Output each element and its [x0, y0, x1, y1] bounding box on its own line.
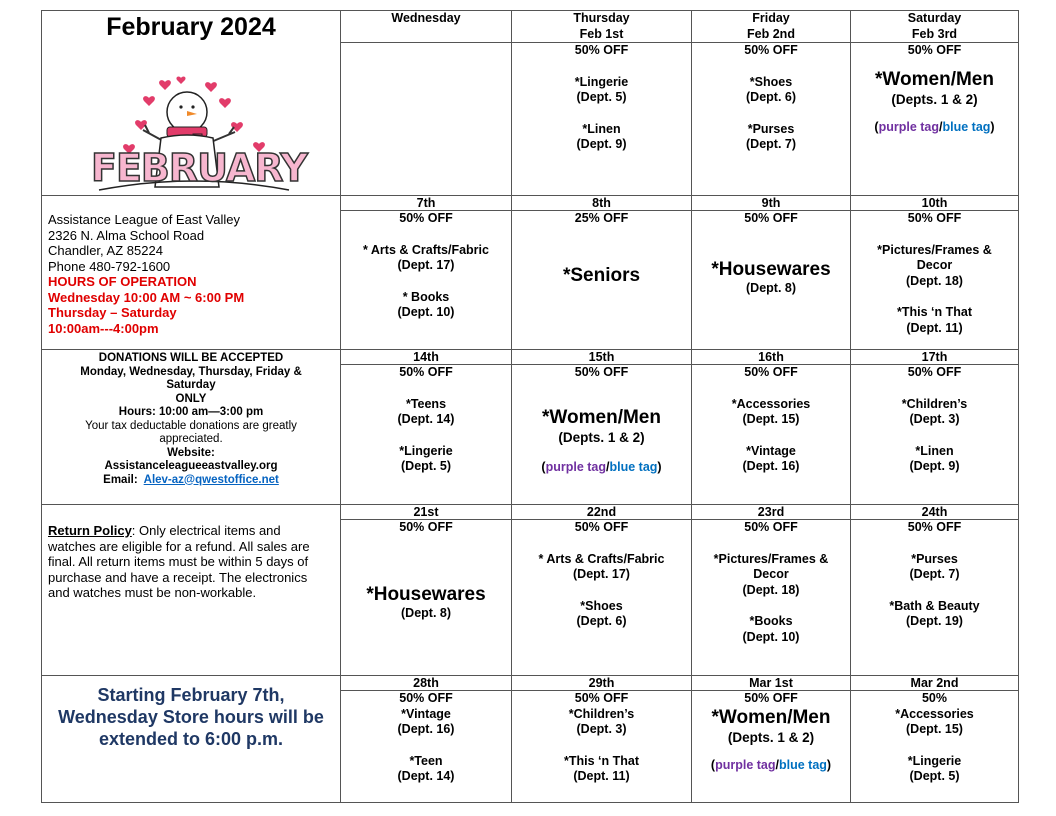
day-feb1: [512, 43, 692, 196]
donations-heading: DONATIONS WILL BE ACCEPTED: [98, 352, 284, 364]
donation-days: Monday, Wednesday, Thursday, Friday &: [80, 365, 302, 378]
category: *Teens: [405, 396, 447, 411]
day-feb2: [692, 43, 851, 196]
header-label: Saturday: [907, 11, 962, 25]
blue-tag: blue tag: [778, 757, 827, 772]
dept: (Dept. 10): [397, 305, 455, 319]
day-feb3: [851, 43, 1019, 196]
date-label: 29th: [512, 676, 692, 691]
purple-tag: purple tag: [545, 459, 606, 474]
dept: (Dept. 9): [576, 137, 627, 151]
header-label: Friday: [752, 11, 790, 25]
discount: 50% OFF: [574, 691, 629, 705]
day-feb28: [341, 691, 512, 803]
discount: 50%: [921, 691, 948, 705]
dept: (Dept. 10): [742, 629, 800, 644]
email-link[interactable]: Alev-az@qwestoffice.net: [143, 473, 279, 486]
purple-tag: purple tag: [715, 757, 776, 772]
discount: 50% OFF: [574, 43, 629, 57]
notice-text: Starting February 7th, Wednesday Store hours will be extended to 6:00 p.m.: [58, 685, 324, 749]
category: *Accessories: [895, 706, 974, 721]
category: Decor: [916, 258, 953, 272]
discount: 50% OFF: [744, 520, 798, 534]
category: *Lingerie: [574, 74, 629, 89]
dept: (Dept. 8): [746, 280, 796, 295]
dept: (Dept. 16): [397, 722, 455, 736]
discount: 50% OFF: [744, 365, 798, 379]
dept: (Dept. 3): [576, 722, 627, 736]
header-friday: [692, 11, 851, 43]
discount: 50% OFF: [907, 43, 962, 57]
dept: (Dept. 7): [909, 567, 960, 581]
category: *Linen: [582, 121, 621, 136]
hours-wed: Wednesday 10:00 AM ~ 6:00 PM: [48, 289, 245, 305]
dept: (Dept. 17): [397, 258, 455, 272]
february-artwork: [89, 72, 307, 202]
discount: 50% OFF: [399, 211, 453, 225]
website-link[interactable]: Assistanceleagueeastvalley.org: [104, 460, 278, 472]
blue-tag: blue tag: [942, 119, 991, 134]
dept: (Dept. 17): [573, 567, 630, 581]
header-wednesday: [341, 11, 512, 43]
date-label: 10th: [851, 196, 1019, 211]
discount: 50% OFF: [907, 211, 962, 225]
day-feb17: [851, 365, 1019, 505]
category: *This ‘n That: [897, 305, 972, 319]
dept: (Dept. 6): [576, 614, 627, 628]
discount: 50% OFF: [399, 691, 453, 705]
dept: (Dept. 11): [906, 320, 963, 335]
day-feb8: [512, 211, 692, 350]
day-feb7: [341, 211, 512, 350]
day-feb15: [512, 365, 692, 505]
category: * Arts & Crafts/Fabric: [363, 242, 489, 257]
discount: 50% OFF: [744, 691, 798, 705]
address: 2326 N. Alma School Road: [48, 227, 205, 243]
dept: (Dept. 7): [746, 137, 796, 151]
donation-hours: Hours: 10:00 am—3:00 pm: [118, 406, 264, 418]
org-name: Assistance League of East Valley: [48, 212, 240, 227]
purple-tag: purple tag: [878, 119, 939, 134]
return-policy-label: Return Policy: [48, 523, 132, 538]
category: *Lingerie: [907, 753, 962, 768]
date-label: 16th: [692, 350, 851, 365]
category: * Arts & Crafts/Fabric: [538, 551, 665, 566]
tag-colors: (purple tag/blue tag): [541, 459, 662, 474]
store-info: [42, 196, 341, 350]
discount: 50% OFF: [399, 365, 453, 379]
donation-days: Saturday: [166, 379, 216, 391]
blue-tag: blue tag: [609, 459, 658, 474]
dept: (Dept. 3): [909, 412, 960, 426]
category: *Linen: [915, 443, 954, 458]
day-feb16: [692, 365, 851, 505]
date-label: 17th: [851, 350, 1019, 365]
date-label: 7th: [341, 196, 512, 211]
category: *Vintage: [746, 443, 796, 458]
discount: 50% OFF: [574, 520, 629, 534]
discount: 50% OFF: [574, 365, 629, 379]
category: *Books: [749, 614, 793, 628]
dept: (Dept. 14): [397, 412, 455, 426]
category: *Women/Men: [711, 706, 831, 728]
day-feb23: [692, 520, 851, 676]
tag-colors: (purple tag/blue tag): [710, 757, 832, 772]
date-label: 23rd: [692, 505, 851, 520]
dept: (Depts. 1 & 2): [727, 729, 815, 745]
header-label: Wednesday: [391, 11, 461, 25]
dept: (Dept. 6): [746, 90, 796, 104]
date-label: 15th: [512, 350, 692, 365]
category: *Pictures/Frames &: [877, 242, 992, 257]
discount: 50% OFF: [744, 43, 798, 57]
category: *This ‘n That: [564, 753, 639, 768]
dept: (Dept. 15): [906, 722, 963, 736]
category: *Lingerie: [399, 443, 453, 458]
tag-colors: (purple tag/blue tag): [874, 119, 995, 134]
day-feb21: [341, 520, 512, 676]
category: *Accessories: [731, 396, 811, 411]
category: *Pictures/Frames &: [713, 551, 829, 566]
category: *Purses: [747, 121, 795, 136]
category: *Housewares: [366, 583, 486, 605]
dept: (Dept. 19): [906, 614, 963, 628]
discount: 25% OFF: [574, 211, 629, 225]
header-label: Thursday: [573, 11, 630, 25]
date-label: 28th: [341, 676, 512, 691]
dept: (Dept. 9): [909, 459, 960, 473]
dept: (Dept. 18): [906, 273, 963, 288]
discount: 50% OFF: [907, 520, 962, 534]
date-label: Mar 1st: [692, 676, 851, 691]
category: * Books: [402, 289, 450, 304]
dept: (Dept. 5): [909, 769, 960, 783]
donations-info: [42, 350, 341, 505]
return-policy: [42, 505, 341, 676]
category: *Shoes: [580, 598, 623, 613]
day-mar2: [851, 691, 1019, 803]
header-date: Feb 3rd: [911, 26, 958, 41]
category: *Women/Men: [542, 406, 661, 428]
discount: 50% OFF: [907, 365, 962, 379]
dept: (Dept. 11): [573, 769, 630, 783]
category: *Bath & Beauty: [889, 598, 980, 613]
dept: (Dept. 8): [401, 605, 451, 620]
wed-jan31-cell: [341, 43, 512, 196]
date-label: 22nd: [512, 505, 692, 520]
discount: 50% OFF: [399, 520, 453, 534]
dept: (Dept. 15): [742, 412, 800, 426]
dept: (Depts. 1 & 2): [891, 91, 978, 107]
website-label: Website:: [167, 446, 215, 459]
hours-thu-sat: Thursday – Saturday: [48, 305, 177, 320]
calendar: [41, 10, 1018, 803]
day-feb9: [692, 211, 851, 350]
category: *Seniors: [562, 264, 641, 286]
hours-time: 10:00am---4:00pm: [48, 320, 159, 336]
return-policy-text: : Only electrical items and watches are eligible for a refund. All sales are final. All return items must be within 5 days of purchase and have a receipt. The electronics and watches must be non-workable.: [48, 523, 310, 600]
category: Decor: [753, 567, 789, 581]
date-label: Mar 2nd: [851, 676, 1019, 691]
header-saturday: [851, 11, 1019, 43]
day-feb29: [512, 691, 692, 803]
month-title: February 2024: [106, 13, 276, 41]
category: *Housewares: [711, 258, 831, 280]
day-mar1: [692, 691, 851, 803]
dept: (Depts. 1 & 2): [558, 429, 645, 445]
category: *Children’s: [568, 706, 635, 721]
category: *Purses: [911, 551, 958, 566]
date-label: 21st: [341, 505, 512, 520]
day-feb22: [512, 520, 692, 676]
date-label: 14th: [341, 350, 512, 365]
tax-note: Your tax deductable donations are greatly: [85, 419, 297, 432]
day-feb10: [851, 211, 1019, 350]
dept: (Dept. 14): [397, 769, 455, 783]
february-word: FEBRUARY: [91, 146, 307, 190]
header-date: Feb 1st: [579, 26, 624, 41]
category: *Teen: [409, 753, 443, 768]
dept: (Dept. 5): [576, 90, 627, 104]
discount: 50% OFF: [744, 211, 798, 225]
date-label: 9th: [692, 196, 851, 211]
hours-heading: HOURS OF OPERATION: [48, 274, 197, 289]
day-feb14: [341, 365, 512, 505]
tax-note: appreciated.: [159, 433, 223, 445]
category: *Shoes: [749, 74, 793, 89]
category: *Children’s: [901, 396, 968, 411]
date-label: 24th: [851, 505, 1019, 520]
header-date: Feb 2nd: [747, 26, 795, 41]
header-thursday: [512, 11, 692, 43]
donation-only: ONLY: [175, 392, 207, 405]
city: Chandler, AZ 85224: [48, 243, 163, 258]
dept: (Dept. 18): [742, 582, 800, 597]
category: *Women/Men: [875, 68, 994, 90]
dept: (Dept. 16): [742, 459, 800, 473]
dept: (Dept. 5): [401, 459, 451, 473]
date-label: 8th: [512, 196, 692, 211]
category: *Vintage: [401, 706, 451, 721]
email-label: Email:: [103, 473, 138, 486]
phone: Phone 480-792-1600: [48, 258, 171, 274]
day-feb24: [851, 520, 1019, 676]
store-hours-notice: [42, 676, 341, 803]
